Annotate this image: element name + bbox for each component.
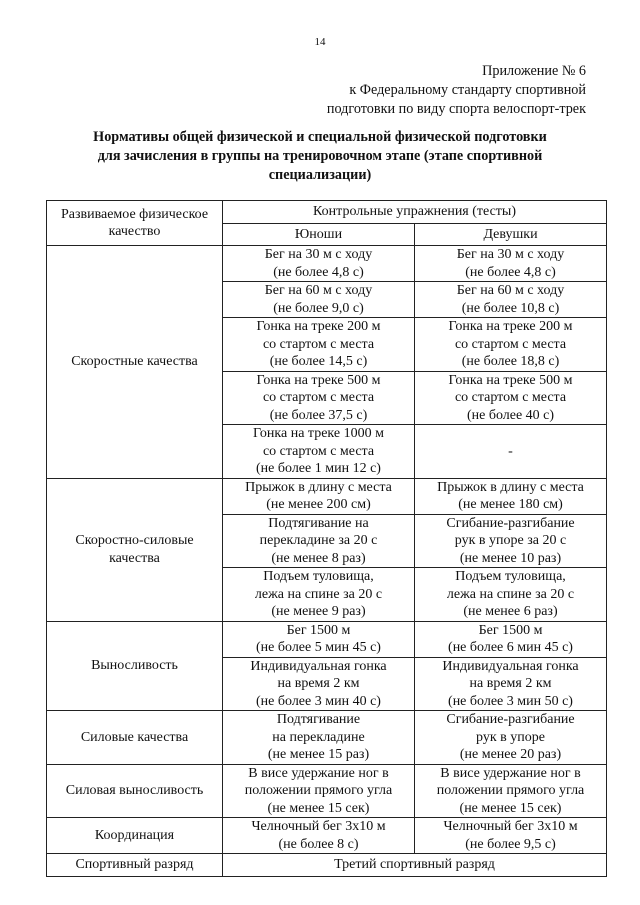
exercise-line: Гонка на треке 500 м [448,372,573,388]
exercise-line: Подтягивание на [268,515,369,531]
exercise-line: со стартом с места [262,443,375,459]
exercise-line: (не более 3 мин 40 с) [256,693,381,709]
girls-exercise-cell [415,764,607,818]
quality-cell: Координация [47,818,223,854]
boys-exercise-cell [223,711,415,765]
exercise-line: перекладине за 20 с [259,533,378,548]
appendix-line: к Федеральному стандарту спортивной [349,82,586,98]
exercise-line: (не менее 15 раз) [267,747,370,762]
table-header-row [47,201,607,224]
girls-exercise-cell [415,282,607,318]
boys-exercise-cell [223,514,415,568]
boys-exercise-cell [223,478,415,514]
exercise-line: Бег 1500 м [478,622,543,638]
exercise-line: Челночный бег 3x10 м [251,819,386,834]
table-row [47,818,607,854]
exercise-line: на время 2 км [277,676,360,691]
girls-exercise-cell [415,425,607,479]
boys-exercise-cell [223,818,415,854]
exercise-line: Сгибание-разгибание [446,515,575,531]
exercise-line: Прыжок в длину с места [437,479,584,495]
exercise-line: (не менее 20 раз) [459,747,562,762]
header-quality: Развиваемое физическое качество [47,201,223,246]
table-row [47,246,607,282]
exercise-line: со стартом с места [262,390,375,405]
quality-cell: Выносливость [47,621,223,711]
exercise-line: Бег на 60 м с ходу [456,283,565,298]
document-title [40,128,600,185]
quality-cell: Скоростно-силовые качества [47,478,223,621]
header-girls: Девушки [415,223,607,246]
exercise-line: положении прямого угла [244,783,393,798]
exercise-line: (не более 6 мин 45 с) [448,640,573,655]
table-row [47,764,607,818]
appendix-line: подготовки по виду спорта велоспорт-трек [326,101,586,117]
exercise-line: Челночный бег 3x10 м [443,819,578,834]
exercise-line: (не более 5 мин 45 с) [256,640,381,655]
norms-table [46,200,607,877]
exercise-line: (не более 9,0 с) [273,300,364,316]
exercise-line: (не менее 10 раз) [459,550,562,566]
exercise-line: Бег на 30 м с ходу [264,247,373,262]
girls-exercise-cell [415,568,607,622]
exercise-line: рук в упоре за 20 с [454,533,567,548]
exercise-line: (не более 10,8 с) [461,300,560,316]
title-line: Нормативы общей физической и специальной физической подготовки [93,129,547,145]
title-line: для зачисления в группы на тренировочном этапе (этапе спортивной [97,148,543,164]
exercise-line: положении прямого угла [436,783,585,798]
exercise-line: (не более 37,5 с) [269,407,368,423]
exercise-line: (не более 8 с) [278,836,359,852]
footer-label: Спортивный разряд [47,854,223,877]
exercise-line: (не более 4,8 с) [465,264,556,280]
exercise-line: Бег 1500 м [286,622,351,638]
exercise-line: (не менее 15 сек) [459,800,562,816]
header-boys: Юноши [223,223,415,246]
exercise-line: лежа на спине за 20 с [254,586,383,602]
exercise-line: Сгибание-разгибание [446,712,575,727]
boys-exercise-cell [223,282,415,318]
appendix-line: Приложение № 6 [482,63,586,79]
boys-exercise-cell [223,568,415,622]
boys-exercise-cell [223,318,415,372]
footer-value: Третий спортивный разряд [223,854,607,877]
exercise-line: рук в упоре [476,729,545,745]
exercise-line: (не менее 8 раз) [271,550,366,566]
exercise-line: (не менее 15 сек) [267,800,370,816]
quality-cell: Силовая выносливость [47,764,223,818]
exercise-line: Индивидуальная гонка [250,658,387,674]
exercise-line: В висе удержание ног в [248,765,389,781]
exercise-line: (не более 3 мин 50 с) [448,693,573,709]
exercise-line: со стартом с места [262,336,375,352]
exercise-line: на перекладине [272,729,365,745]
exercise-line: Подъем туловища, [263,569,374,584]
exercise-line: (не более 18,8 с) [461,354,560,369]
exercise-line: - [508,443,513,459]
girls-exercise-cell [415,371,607,425]
exercise-line: (не более 14,5 с) [269,354,368,369]
exercise-line: Подъем туловища, [455,569,566,584]
girls-exercise-cell [415,478,607,514]
exercise-line: Подтягивание [276,712,361,727]
exercise-line: (не более 1 мин 12 с) [256,461,381,476]
quality-cell: Силовые качества [47,711,223,765]
exercise-line: (не менее 9 раз) [271,604,366,619]
boys-exercise-cell [223,246,415,282]
exercise-line: Индивидуальная гонка [442,658,579,674]
girls-exercise-cell [415,621,607,657]
exercise-line: со стартом с места [454,390,567,405]
boys-exercise-cell [223,621,415,657]
boys-exercise-cell [223,425,415,479]
girls-exercise-cell [415,657,607,711]
exercise-line: на время 2 км [469,676,552,691]
exercise-line: В висе удержание ног в [440,765,581,781]
exercise-line: Бег на 60 м с ходу [264,283,373,298]
girls-exercise-cell [415,318,607,372]
table-row [47,621,607,657]
exercise-line: (не более 9,5 с) [465,836,556,852]
exercise-line: Бег на 30 м с ходу [456,247,565,262]
norms-table-body [47,246,607,854]
exercise-line: (не менее 200 см) [266,497,371,512]
header-tests: Контрольные упражнения (тесты) [223,201,607,224]
girls-exercise-cell [415,246,607,282]
exercise-line: Гонка на треке 200 м [448,319,573,334]
table-footer-row [47,854,607,877]
exercise-line: Гонка на треке 1000 м [253,426,384,441]
exercise-line: лежа на спине за 20 с [446,586,575,602]
exercise-line: со стартом с места [454,336,567,352]
table-row [47,478,607,514]
boys-exercise-cell [223,764,415,818]
girls-exercise-cell [415,514,607,568]
boys-exercise-cell [223,371,415,425]
title-line: специализации) [268,167,372,183]
boys-exercise-cell [223,657,415,711]
exercise-line: Гонка на треке 500 м [256,372,381,388]
quality-cell: Скоростные качества [47,246,223,479]
exercise-line: Прыжок в длину с места [245,479,392,495]
exercise-line: (не менее 6 раз) [463,604,558,619]
girls-exercise-cell [415,818,607,854]
exercise-line: (не более 4,8 с) [273,264,364,280]
exercise-line: Гонка на треке 200 м [256,319,381,334]
exercise-line: (не более 40 с) [466,407,555,423]
appendix-note [327,62,586,119]
page-number: 14 [314,36,326,48]
table-row [47,711,607,765]
girls-exercise-cell [415,711,607,765]
exercise-line: (не менее 180 см) [458,497,563,512]
